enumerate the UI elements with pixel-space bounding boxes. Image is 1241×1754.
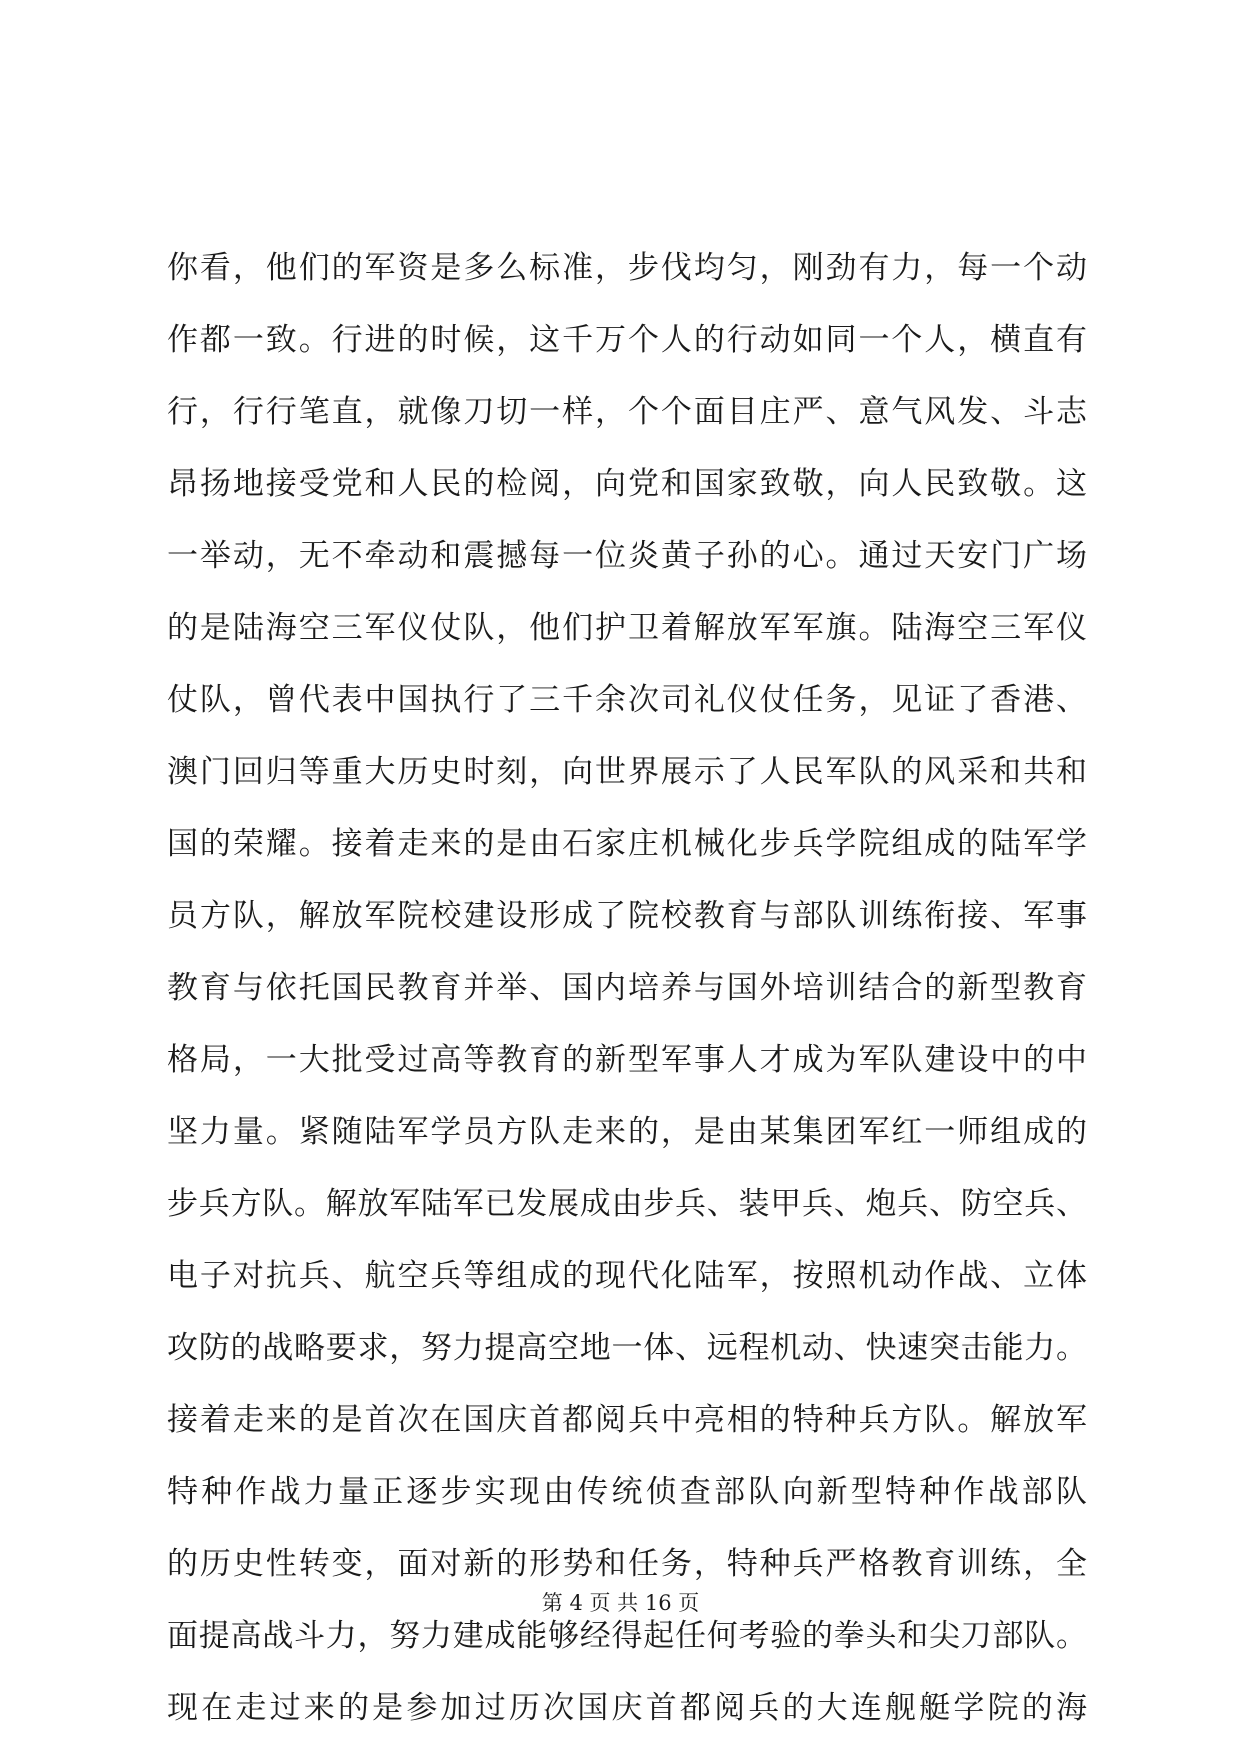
text-line: 的是陆海空三军仪仗队，他们护卫着解放军军旗。陆海空三军仪	[167, 610, 1087, 646]
text-line: 坚力量。紧随陆军学员方队走来的，是由某集团军红一师组成的	[167, 1114, 1087, 1150]
text-line: 特种作战力量正逐步实现由传统侦查部队向新型特种作战部队	[167, 1474, 1087, 1510]
text-line: 昂扬地接受党和人民的检阅，向党和国家致敬，向人民致敬。这	[167, 466, 1087, 502]
text-line: 电子对抗兵、航空兵等组成的现代化陆军，按照机动作战、立体	[167, 1258, 1087, 1294]
text-line: 格局，一大批受过高等教育的新型军事人才成为军队建设中的中	[167, 1042, 1087, 1078]
text-line: 国的荣耀。接着走来的是由石家庄机械化步兵学院组成的陆军学	[167, 826, 1087, 862]
text-line: 行，行行笔直，就像刀切一样，个个面目庄严、意气风发、斗志	[167, 394, 1087, 430]
text-line: 你看，他们的军资是多么标准，步伐均匀，刚劲有力，每一个动	[167, 250, 1087, 286]
text-line: 仗队，曾代表中国执行了三千余次司礼仪仗任务，见证了香港、	[167, 682, 1087, 718]
text-line: 面提高战斗力，努力建成能够经得起任何考验的拳头和尖刀部队。	[167, 1618, 1087, 1654]
text-line: 作都一致。行进的时候，这千万个人的行动如同一个人，横直有	[167, 322, 1087, 358]
text-line: 现在走过来的是参加过历次国庆首都阅兵的大连舰艇学院的海	[167, 1690, 1087, 1726]
text-line: 步兵方队。解放军陆军已发展成由步兵、装甲兵、炮兵、防空兵、	[167, 1186, 1087, 1222]
text-line: 一举动，无不牵动和震撼每一位炎黄子孙的心。通过天安门广场	[167, 538, 1087, 574]
text-line: 的历史性转变，面对新的形势和任务，特种兵严格教育训练，全	[167, 1546, 1087, 1582]
text-line: 澳门回归等重大历史时刻，向世界展示了人民军队的风采和共和	[167, 754, 1087, 790]
text-line: 攻防的战略要求，努力提高空地一体、远程机动、快速突击能力。	[167, 1330, 1087, 1366]
text-line: 员方队，解放军院校建设形成了院校教育与部队训练衔接、军事	[167, 898, 1087, 934]
page-number-footer: 第 4 页 共 16 页	[541, 1591, 700, 1615]
text-line: 教育与依托国民教育并举、国内培养与国外培训结合的新型教育	[167, 970, 1087, 1006]
text-line: 接着走来的是首次在国庆首都阅兵中亮相的特种兵方队。解放军	[167, 1402, 1087, 1438]
body-text	[167, 232, 1087, 1744]
